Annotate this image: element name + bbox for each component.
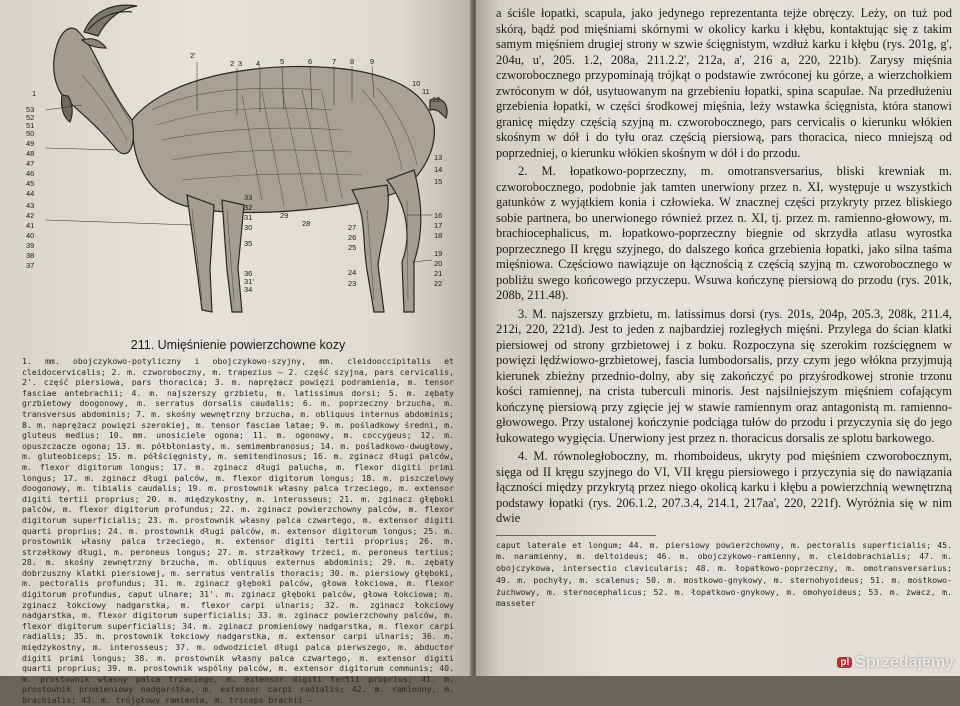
fig-label: 48 [26, 149, 35, 158]
fig-label: 41 [26, 221, 35, 230]
figure-legend: 1. mm. obojczykowo-potyliczny i obojczykowo-szyjny, mm. cleidooccipitalis et cleidocervicalis; 2. m. czworoboczny, m. trapezius — 2. część szyjna, pars cervicalis, 2'. część piersiowa, pars thoracica; 3. m. naprężacz powięzi podramienia, m. tensor fasciae antebrachii; 4. m. najszerszy grzbietu, m. latissimus dorsi; 5. m. zębaty grzbietowy doogonowy, m. serratus dorsalis caudalis; 6. m. poprzeczny brzucha, m. transversus abdominis; 7. m. skośny wewnętrzny brzucha, m. obliquus internus abdominis; 8. m. naprężacz powięzi szerokiej, m. tensor fasciae latae; 9. m. pośladkowy średni, m. gluteus medius; 10. mm. unosiciele ogona; 11. m. ogonowy, m. coccygeus; 12. m. opuszczacze ogona; 13. m. półbłoniasty, m. semimembranosus; 14. m. pośladkowo-dwugłowy, m. gluteobiceps; 15. m. półścięgnisty, m. semitendinosus; 16. m. zginacz długi palców, m. flexor digitorum longus; 17. m. zginacz długi palucha, m. flexor digiti primi longus; 17. m. zginacz długi palców, m. flexor digitorum longus; 18. m. piszczelowy doogonowy, m. tibialis caudalis; 19. m. prostownik własny palca trzeciego, m. extensor digiti tertii proprius; 20. m. międzykostny, m. interosseus; 21. m. zginacz głęboki palców, m. flexor digitorum profundus; 22. m. zginacz powierzchowny palców, m. flexor digitorum superficialis; 23. m. prostownik własny palca czwartego, m. extensor digiti quarti proprius; 24. m. prostownik długi palców, m. extensor digitorum longus; 25. m. prostownik własny palca trzeciego, m. extensor digiti tertii proprius; 26. m. strzałkowy długi, m. peroneus longus; 27. m. strzałkowy trzeci, m. peroneus tertius; 28. m. skośny zewnętrzny brzucha, m. obliquus externus abdominis; 29. m. zębaty dobrzuszny klatki piersiowej, m. serratus ventralis thoracis; 30. m. piersiowy głęboki, m. pectoralis profundus; 31. m. zginacz głęboki palców, głowa łokciowa, m. flexor digitorum profundus, caput ulnare; 31'. m. zginacz głęboki palców, głowa łokciowa; m. zginacz łokciowy nadgarstka, m. flexor carpi ulnaris; 32. m. zginacz łokciowy nadgarstka, m. flexor digitorum superficialis; 33. m. zginacz powierzchowny palców, m. flexor digitorum superficialis; 34. m. zginacz promieniowy nadgarstka, m. flexor carpi radialis; 35. m. prostownik łokciowy nadgarstka, m. extensor carpi ulnaris; 36. m. międzykostny, m. interosseus; 37. m. odwodziciel długi palca pierwszego, m. abductor digiti primi longus; 38. m. prostownik własny palca czwartego, m. extensor digiti quarti proprius; 39. m. prostownik wspólny palców, m. extensor digitorum communis; 40. m. prostownik własny palca trzeciego, m. extensor digiti tertii proprius; 41. m. prostownik promieniowy nadgarstka, m. extensor carpi radialis; 42. m. ramienny, m. brachialis; 43. m. trójgłowy ramienia, m. triceps brachii — [22, 356, 454, 705]
fig-label: 53 [26, 105, 35, 114]
fig-label: 32 [244, 203, 253, 212]
fig-label: 4 [256, 59, 261, 68]
fig-label: 22 [434, 279, 443, 288]
fig-label: 35 [244, 239, 253, 248]
fig-label: 23 [348, 279, 357, 288]
right-page [476, 0, 960, 676]
fig-label: 29 [280, 211, 289, 220]
fig-label: 39 [26, 241, 35, 250]
fig-label: 5 [280, 57, 285, 66]
watermark-text: Sprzedajemy [855, 654, 954, 671]
fig-label: 45 [26, 179, 35, 188]
fig-label: 47 [26, 159, 35, 168]
paragraph-latissimus-dorsi: 3. M. najszerszy grzbietu, m. latissimus dorsi (rys. 201s, 204p, 205.3, 208k, 211.4, 212i, 220, 221d). Jest to jeden z najbardziej rozległych mięśni. Przylega do ścian klatki piersiowej od strony grzbietowej i z boku. Rozpoczyna się szerokim rozścięgnem w powięzi lędźwiowo-grzbietowej, fascia lumbodorsalis, przy czym jego włókna przyjmują kierunek zbieżny przednio-dolny, aby się zakończyć po przyśrodkowej stronie trzonu kości ramiennej, na crista tuberculi minoris. Jest najsilniejszym mięśniem cofającym kończynę piersiową przy zgięcie jej w stawie ramiennym oraz antagonistą m. ramienno-głowowego. Przy ustalonej kończynie podciąga tułów do przodu i przyczynia się do jego łukowatego wygięcia. Unerwiony jest przez n. thoracicus dorsalis ze splotu barkowego. [496, 306, 952, 445]
fig-label: 43 [26, 201, 35, 210]
fig-label: 17 [434, 221, 443, 230]
fig-label: 34 [244, 285, 253, 294]
fig-label: 26 [348, 233, 357, 242]
fig-label: 28 [302, 219, 311, 228]
fig-label: 9 [370, 57, 375, 66]
footnote-separator [496, 535, 656, 536]
fig-label: 2 [230, 59, 235, 68]
fig-label: 11 [422, 87, 430, 96]
fig-label: 16 [434, 211, 443, 220]
fig-label: 51 [26, 121, 35, 130]
fig-label: 10 [412, 79, 421, 88]
fig-label: 42 [26, 211, 35, 220]
fig-label: 18 [434, 231, 443, 240]
goat-drawing [22, 0, 452, 336]
fig-label: 46 [26, 169, 35, 178]
fig-label: 50 [26, 129, 35, 138]
fig-label: 52 [26, 113, 35, 122]
fig-label: 1 [32, 89, 37, 98]
fig-label: 25 [348, 243, 357, 252]
fig-label: 33 [244, 193, 253, 202]
fig-label: 6 [308, 57, 313, 66]
fig-label: 13 [434, 153, 443, 162]
fig-label: 27 [348, 223, 357, 232]
fig-label: 12 [432, 95, 441, 104]
fig-label: 2' [190, 51, 196, 60]
fig-label: 38 [26, 251, 35, 260]
fig-label: 40 [26, 231, 35, 240]
goat-muscle-illustration [22, 0, 452, 336]
paragraph-omotransversarius: 2. M. łopatkowo-poprzeczny, m. omotransversarius, bliski krewniak m. czworobocznego, podobnie jak tamten unerwiony przez n. XI, występuje u wszystkich gatunków z wyjątkiem konia i człowieka. W znacznej części przykryty przez bliskiego sobie partnera, bo unerwionego również przez n. XI, tj. przez m. ramienno-głowowy, m. brachiocephalicus, m. łopatkowo-poprzeczny biegnie od skrzydła atlasu wyrostka poprzecznego II kręgu szyjnego, do dalszego końca grzebienia łopatki, jako silna taśma mięśniowa. Częściowo nawiązuje on łącznością z częścią szyjną m. czworobocznego w pobliżu swego końcowego przyczepu. Wsuwa kończynę piersiową do przodu (rys. 201k, 208b, 211.48). [496, 164, 952, 302]
fig-label: 15 [434, 177, 443, 186]
fig-label: 7 [332, 57, 337, 66]
fig-label: 19 [434, 249, 443, 258]
figure-caption: 211. Umięśnienie powierzchowne kozy [130, 338, 346, 352]
fig-label: 31' [244, 277, 254, 286]
fig-label: 3 [238, 59, 243, 68]
fig-label: 30 [244, 223, 253, 232]
fig-label: 8 [350, 57, 355, 66]
fig-label: 37 [26, 261, 35, 270]
fig-label: 44 [26, 189, 35, 198]
fig-label: 21 [434, 269, 443, 278]
fig-label: 24 [348, 268, 357, 277]
fig-label: 20 [434, 259, 443, 268]
footnote-legend-continuation: caput laterale et longum; 44. m. piersiowy powierzchowny, m. pectoralis superficialis; 45. m. naramienny, m. deltoideus; 46. m. obojczykowo-ramienny, m. cleidobrachialis; 47. m. obojczykowa, intersectio clavicularis; 48. m. łopatkowo-poprzeczny, m. omotransversarius; 49. m. pochyły, m. scalenus; 50. m. mostkowo-gnykowy, m. sternohyoideus; 51. m. mostkowo-żuchwowy, m. sternocephalicus; 52. m. łopatkowo-gnykowy, m. omohyoideus; 53. m. żwacz, m. masseter [496, 539, 952, 609]
fig-label: 49 [26, 139, 35, 148]
left-page [0, 0, 472, 705]
fig-label: 36 [244, 269, 253, 278]
watermark [837, 654, 954, 672]
paragraph-rhomboideus: 4. M. równoległoboczny, m. rhomboideus, ukryty pod mięśniem czworobocznym, sięga od II kręgu szyjnego do VI, VII kręgu piersiowego i przyczynia się do nawiązania łączności między przykrytą przez niego okolicą karku i kłębu a powierzchnią wewnętrzną podstawy łopatki (rys. 206.1.2, 207.3.4, 214.1, 217aa', 220, 221f). Wyróżnia się w nim dwie [496, 449, 952, 525]
watermark-badge: pl [837, 657, 852, 668]
paragraph-trapezius: a ściśle łopatki, scapula, jako jedynego reprezentanta tejże obręczy. Leży, on tuż pod skórą, bądź pod mięśniami skórnymi w okolicy karku i kłębu, kontaktując się z takim samym mięśniem drugiej strony w szwie ścięgnistym, wzdłuż karku i kłębu (rys. 201g, g', 204u, u', 205. 1.2, 208a, 211.2.2', 212a, a', 216 a, 220, 221b). Zarysy mięśnia czworobocznego przypominają trójkąt o podstawie zwróconej ku górze, a wierzchołkiem zwróconym w dół, usytuowanym na grzebieniu łopatki, spina scapulae. Na przedłużeniu grzebienia łopatki, w części środkowej mięśnia, leży wstawka ścięgnista, która stanowi granicę między częścią szyjną m. czworobocznego, pars cervicalis o kierunku włókien skośnym w dół i do tyłu oraz częścią piersiową, pars thoracica, nieco mniejszą od poprzedniej, o kierunku włókien skośnym w dół i do przodu. [496, 6, 952, 160]
fig-label: 14 [434, 165, 443, 174]
fig-label: 31 [244, 213, 253, 222]
